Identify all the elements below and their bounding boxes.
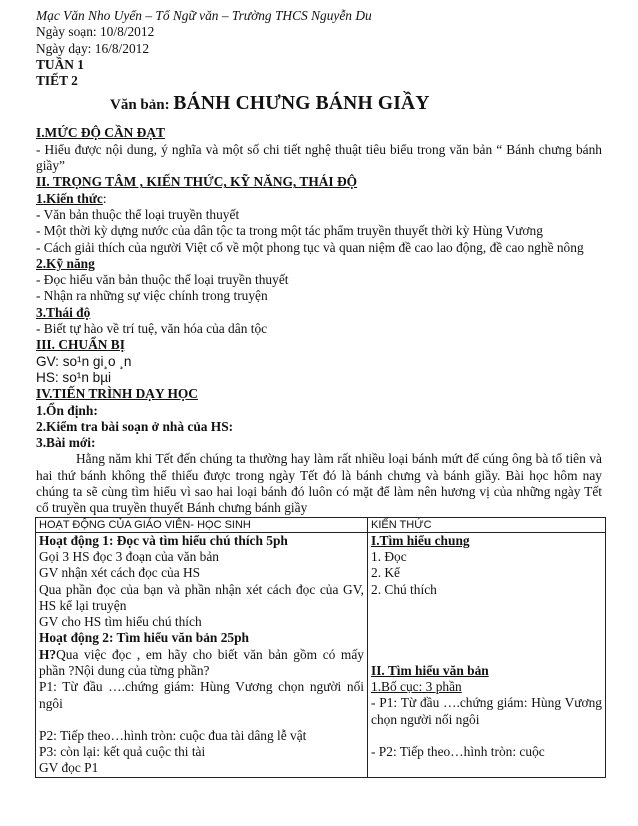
spacer (39, 712, 364, 728)
activity-line: Gọi 3 HS đọc 3 đoạn của văn bản (39, 548, 219, 564)
step-3: 3.Bài mới: (36, 435, 96, 451)
teach-date: Ngày dạy: 16/8/2012 (36, 40, 150, 56)
lesson-table (35, 517, 606, 778)
table-header-row (36, 517, 606, 532)
knowledge-heading: 1.Kiến thức (36, 190, 103, 206)
k2-heading: II. Tìm hiểu văn bản (371, 662, 489, 678)
activity-line: Qua phần đọc của bạn và phần nhận xét cách đọc của GV, HS kể lại truyện (39, 581, 364, 613)
activity-cell (36, 532, 368, 777)
k1-item: 2. Kể (371, 565, 401, 581)
section-1-text: - Hiểu được nội dung, ý nghĩa và một số chi tiết nghệ thuật tiêu biểu trong văn bản “ Bánh chưng bánh giầy” (36, 141, 602, 174)
skills-heading: 2.Kỹ năng (36, 255, 95, 271)
prep-gv: GV: so¹n gi¸o ¸n (36, 353, 132, 369)
activity-1-title: Hoạt động 1: Đọc và tìm hiểu chú thích 5ph (39, 532, 288, 548)
activity-line: GV cho HS tìm hiểu chú thích (39, 614, 202, 630)
title-text: BÁNH CHƯNG BÁNH GIẦY (173, 93, 430, 115)
title-label: Văn bản: (110, 97, 174, 114)
week-label: TUẦN 1 (36, 56, 84, 72)
knowledge-item: - Một thời kỳ dựng nước của dân tộc ta trong một tác phẩm truyền thuyết thời kỳ Hùng Vương (36, 223, 543, 239)
knowledge-cell (368, 532, 606, 777)
part-1: P1: Từ đầu ….chứng giám: Hùng Vương chọn người nối ngôi (39, 679, 364, 711)
section-1-heading: I.MỨC ĐỘ CẦN ĐẠT (36, 125, 165, 141)
prep-hs: HS: so¹n bµi (36, 369, 112, 385)
skills-item: - Đọc hiểu văn bản thuộc thể loại truyền thuyết (36, 272, 289, 288)
section-3-heading: III. CHUẨN BỊ (36, 337, 125, 353)
k1-item: 2. Chú thích (371, 581, 437, 597)
col2-header: KIẾN THỨC (368, 517, 606, 532)
attitude-heading: 3.Thái độ (36, 304, 91, 320)
prep-date: Ngày soạn: 10/8/2012 (36, 24, 155, 40)
k1-item: 1. Đọc (371, 548, 407, 564)
knowledge-item: - Văn bản thuộc thể loại truyền thuyết (36, 206, 240, 222)
document-title (110, 93, 602, 119)
gv-read: GV đọc P1 (39, 760, 99, 776)
section-4-heading: IV.TIẾN TRÌNH DẠY HỌC (36, 386, 198, 402)
activity-line: GV nhận xét cách đọc của HS (39, 565, 201, 581)
knowledge-colon: : (102, 190, 107, 206)
question-text: Qua việc đọc , em hãy cho biết văn bản gồm có mấy phần ?Nội dung của từng phần? (39, 646, 364, 678)
activity-2-title: Hoạt động 2: Tìm hiểu văn bản 25ph (39, 630, 249, 646)
part-3: P3: còn lại: kết quả cuộc thi tài (39, 744, 206, 760)
section-2-heading: II. TRỌNG TÂM , KIẾN THỨC, KỸ NĂNG, THÁI ĐỘ (36, 174, 358, 190)
k2-part-2: - P2: Tiếp theo…hình tròn: cuộc (371, 743, 545, 759)
table-row (36, 532, 606, 777)
attitude-item: - Biết tự hào về trí tuệ, văn hóa của dân tộc (36, 321, 268, 337)
spacer (371, 598, 602, 663)
author-line: Mạc Văn Nho Uyển – Tổ Ngữ văn – Trường THCS Nguyễn Du (36, 8, 372, 23)
knowledge-item: - Cách giải thích của người Việt cổ về một phong tục và quan niệm đề cao lao động, đề cao nghề nông (36, 239, 584, 255)
part-2: P2: Tiếp theo…hình tròn: cuộc đua tài dâng lễ vật (39, 727, 307, 743)
step-1: 1.Ổn định: (36, 402, 98, 418)
knowledge-heading-line (36, 191, 602, 207)
k1-heading: I.Tìm hiểu chung (371, 532, 470, 548)
question-prefix: H? (39, 646, 57, 662)
step-2: 2.Kiểm tra bài soạn ở nhà của HS: (36, 418, 234, 434)
spacer (371, 728, 602, 744)
question (39, 647, 364, 680)
k2-part-1: - P1: Từ đầu ….chứng giám: Hùng Vương chọn người nối ngôi (371, 695, 602, 727)
period-label: TIẾT 2 (36, 73, 78, 89)
skills-item: - Nhận ra những sự việc chính trong truyện (36, 288, 268, 304)
col1-header: HOẠT ĐỘNG CỦA GIÁO VIÊN- HỌC SINH (36, 517, 368, 532)
lesson-intro: Hằng năm khi Tết đến chúng ta thường hay làm rất nhiều loại bánh mứt để cúng ông bà tổ tiên và hai thứ bánh không thể thiếu được trong ngày Tết đó là bánh chưng và bánh giầy. Bài học hôm nay chúng ta sẽ cùng tìm hiểu vì sao hai loại bánh đó luôn có mặt để làm nên hương vị của những ngày Tết cổ truyền qua truyền thuyết Bánh chưng bánh giầy (36, 451, 602, 516)
k2-sub: 1.Bố cục: 3 phần (371, 679, 462, 695)
